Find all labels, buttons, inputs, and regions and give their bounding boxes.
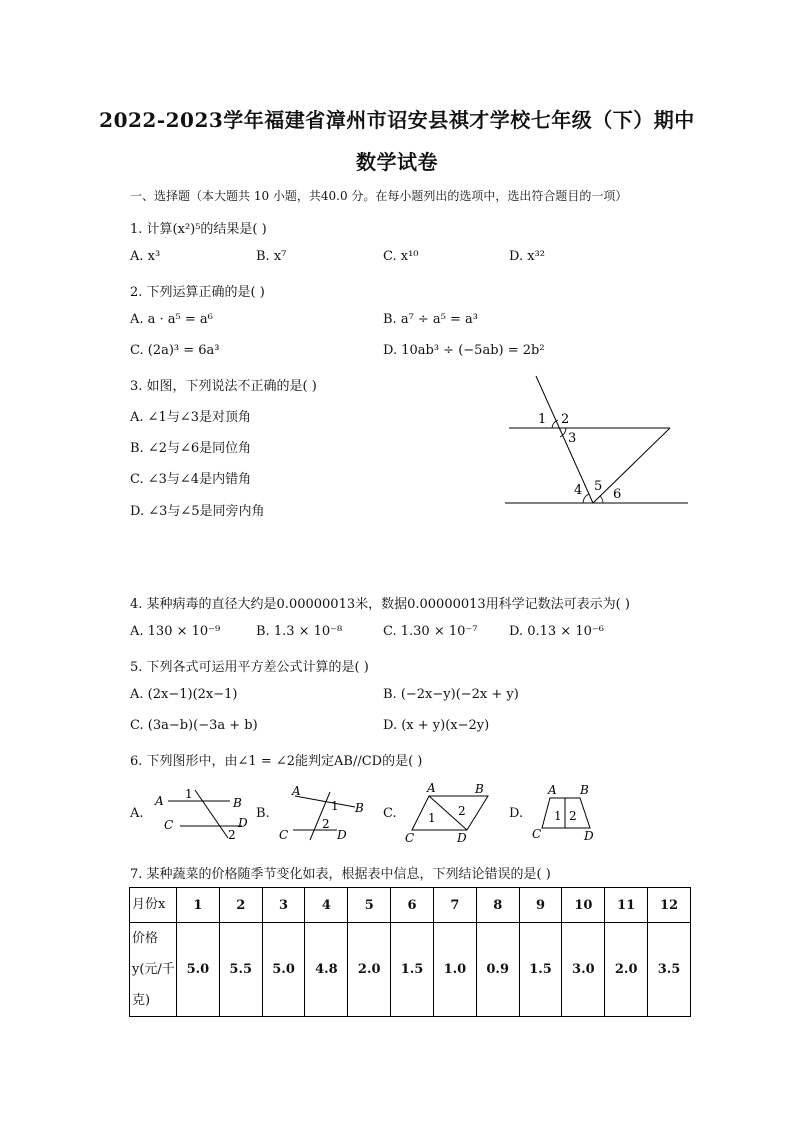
q6-figure-b bbox=[275, 782, 375, 842]
q4-option-d: D. 0.13 × 10⁻⁶ bbox=[509, 624, 604, 639]
price-cell: 2.0 bbox=[605, 923, 648, 1017]
price-cell: 3.5 bbox=[648, 923, 691, 1017]
q6-figure-c bbox=[400, 780, 495, 844]
q1-option-c: C. x¹⁰ bbox=[383, 249, 419, 264]
month-cell: 9 bbox=[519, 888, 562, 923]
q5-option-a: A. (2x−1)(2x−1) bbox=[130, 687, 238, 702]
transversal-line bbox=[536, 376, 593, 503]
q2-option-c: C. (2a)³ = 6a³ bbox=[130, 343, 220, 358]
question-3-stem: 3. 如图，下列说法不正确的是( ) bbox=[130, 379, 317, 394]
q3-option-d: D. ∠3与∠5是同旁内角 bbox=[130, 504, 265, 519]
price-cell: 0.9 bbox=[476, 923, 519, 1017]
q6-option-b: B. bbox=[256, 806, 270, 821]
fig-a-label-1: 1 bbox=[185, 787, 193, 801]
q5-option-d: D. (x + y)(x−2y) bbox=[383, 718, 490, 733]
month-cell: 4 bbox=[305, 888, 348, 923]
month-cell: 7 bbox=[433, 888, 476, 923]
price-cell: 3.0 bbox=[562, 923, 605, 1017]
label-2: 2 bbox=[561, 412, 570, 427]
diagonal-line bbox=[593, 428, 670, 503]
month-cell: 2 bbox=[219, 888, 262, 923]
q6-figure-d bbox=[528, 780, 600, 844]
fig-b-label-d: D bbox=[337, 828, 347, 842]
q5-option-b: B. (−2x−y)(−2x + y) bbox=[383, 687, 519, 702]
question-1-stem: 1. 计算(x²)⁵的结果是( ) bbox=[130, 222, 267, 237]
q3-option-c: C. ∠3与∠4是内错角 bbox=[130, 472, 252, 487]
q2-option-a: A. a · a⁵ = a⁶ bbox=[130, 312, 213, 327]
question-6-stem: 6. 下列图形中，由∠1 = ∠2能判定AB//CD的是( ) bbox=[130, 754, 423, 769]
fig-a-label-a: A bbox=[155, 794, 164, 808]
month-cell: 11 bbox=[605, 888, 648, 923]
fig-b-label-1: 1 bbox=[331, 799, 339, 813]
question-5-stem: 5. 下列各式可运用平方差公式计算的是( ) bbox=[130, 660, 369, 675]
month-cell: 8 bbox=[476, 888, 519, 923]
angle-arc-6 bbox=[600, 496, 603, 503]
page-title: 2022-2023学年福建省漳州市诏安县祺才学校七年级（下）期中 bbox=[99, 108, 695, 132]
label-6: 6 bbox=[613, 487, 622, 502]
q4-option-a: A. 130 × 10⁻⁹ bbox=[130, 624, 221, 639]
table-row-months bbox=[130, 888, 691, 923]
section-heading: 一、选择题（本大题共 10 小题，共40.0 分。在每小题列出的选项中，选出符合题目的一项） bbox=[130, 189, 628, 203]
fig-d-label-b: B bbox=[580, 783, 589, 797]
month-cell: 6 bbox=[391, 888, 434, 923]
q4-option-c: C. 1.30 × 10⁻⁷ bbox=[383, 624, 478, 639]
fig-a-label-b: B bbox=[233, 796, 242, 810]
q6-option-c: C. bbox=[383, 806, 397, 821]
price-cell: 2.0 bbox=[348, 923, 391, 1017]
month-cell: 1 bbox=[177, 888, 220, 923]
fig-c-label-d: D bbox=[457, 831, 467, 844]
price-cell: 1.0 bbox=[433, 923, 476, 1017]
fig-b-label-2: 2 bbox=[322, 817, 330, 831]
fig-d-label-c: C bbox=[532, 827, 542, 841]
label-3: 3 bbox=[568, 431, 577, 446]
fig-c-label-b: B bbox=[475, 782, 484, 796]
q6-option-a: A. bbox=[130, 806, 144, 821]
fig-d-label-d: D bbox=[584, 829, 594, 843]
fig-a-label-d: D bbox=[238, 816, 248, 830]
price-cell: 4.8 bbox=[305, 923, 348, 1017]
fig-c-label-c: C bbox=[405, 831, 415, 844]
fig-a-label-c: C bbox=[164, 818, 174, 832]
question-2-stem: 2. 下列运算正确的是( ) bbox=[130, 285, 265, 300]
q6-option-d: D. bbox=[509, 806, 524, 821]
q1-option-a: A. x³ bbox=[130, 249, 161, 264]
fig-c-label-1: 1 bbox=[428, 811, 436, 825]
row-label-price: 价格y(元/千克) bbox=[130, 923, 177, 1017]
q2-option-b: B. a⁷ ÷ a⁵ = a³ bbox=[383, 312, 479, 327]
q3-option-a: A. ∠1与∠3是对顶角 bbox=[130, 410, 251, 425]
q5-option-c: C. (3a−b)(−3a + b) bbox=[130, 718, 258, 733]
question-7-stem: 7. 某种蔬菜的价格随季节变化如表，根据表中信息，下列结论错误的是( ) bbox=[130, 867, 551, 882]
row-label-month: 月份x bbox=[130, 888, 177, 923]
fig-a-label-2: 2 bbox=[228, 828, 236, 842]
fig-b-label-c: C bbox=[279, 828, 289, 842]
month-cell: 10 bbox=[562, 888, 605, 923]
price-cell: 5.0 bbox=[177, 923, 220, 1017]
page-subtitle: 数学试卷 bbox=[356, 150, 438, 174]
price-cell: 5.0 bbox=[262, 923, 305, 1017]
month-cell: 5 bbox=[348, 888, 391, 923]
price-cell: 1.5 bbox=[519, 923, 562, 1017]
q4-option-b: B. 1.3 × 10⁻⁸ bbox=[256, 624, 343, 639]
month-cell: 3 bbox=[262, 888, 305, 923]
q2-option-d: D. 10ab³ ÷ (−5ab) = 2b² bbox=[383, 343, 545, 358]
q1-option-b: B. x⁷ bbox=[256, 249, 287, 264]
label-5: 5 bbox=[594, 479, 603, 494]
label-4: 4 bbox=[574, 483, 583, 498]
price-cell: 5.5 bbox=[219, 923, 262, 1017]
q1-option-d: D. x³² bbox=[509, 249, 545, 264]
fig-d-label-1: 1 bbox=[554, 809, 562, 823]
price-table bbox=[129, 887, 691, 1017]
month-cell: 12 bbox=[648, 888, 691, 923]
label-1: 1 bbox=[538, 412, 547, 427]
q3-angle-figure bbox=[500, 370, 695, 510]
price-cell: 1.5 bbox=[391, 923, 434, 1017]
fig-d-label-a: A bbox=[548, 783, 557, 797]
q3-option-b: B. ∠2与∠6是同位角 bbox=[130, 441, 252, 456]
fig-d-label-2: 2 bbox=[569, 809, 577, 823]
q6-figure-a bbox=[150, 782, 250, 842]
angle-arc-4 bbox=[583, 494, 589, 503]
fig-c-label-2: 2 bbox=[458, 804, 466, 818]
fig-c-label-a: A bbox=[427, 781, 436, 795]
question-4-stem: 4. 某种病毒的直径大约是0.00000013米，数据0.00000013用科学记数法可表示为( ) bbox=[130, 597, 630, 612]
table-row-prices bbox=[130, 923, 691, 1017]
fig-b-label-a: A bbox=[292, 784, 301, 798]
fig-b-label-b: B bbox=[355, 801, 364, 815]
